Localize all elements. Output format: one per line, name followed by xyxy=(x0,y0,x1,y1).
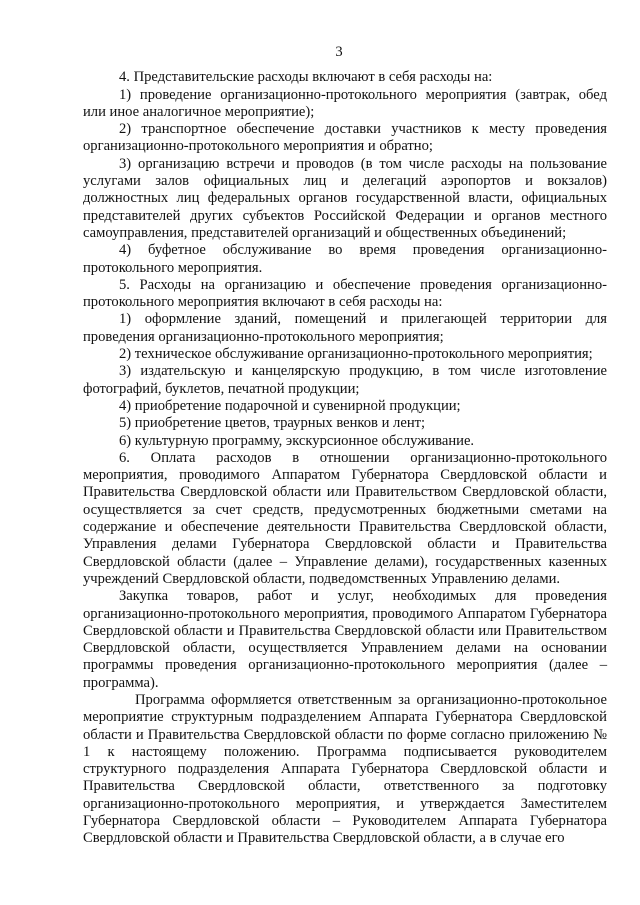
paragraph-4-item-4: 4) буфетное обслуживание во время проведения организационно-протокольного мероприятия. xyxy=(83,242,607,276)
paragraph-5-item-6: 6) культурную программу, экскурсионное обслуживание. xyxy=(119,432,475,449)
paragraph-4-item-3: 3) организацию встречи и проводов (в том числе расходы на пользование услугами залов официальных лиц и делегаций аэропортов и вокзалов) должностных лиц федеральных органов государственной власти, официальных представителей других субъектов Российской Федерации и органов местного самоуправления, представителей организаций и общественных объединений; xyxy=(83,155,607,241)
paragraph-6: 6. Оплата расходов в отношении организационно-протокольного мероприятия, проводимого Аппаратом Губернатора Свердловской области и Правительства Свердловской области или Правительством Свердловской области, осуществляется за счет средств, предусмотренных бюджетными сметами на содержание и обеспечение деятельности Правительства Свердловской области, Управления делами Губернатора Свердловской области и Правительства Свердловской области (далее – Управление делами), государственных казенных учреждений Свердловской области, подведомственных Управлению делами. xyxy=(83,449,607,587)
paragraph-5-item-4: 4) приобретение подарочной и сувенирной продукции; xyxy=(119,397,461,414)
paragraph-procurement: Закупка товаров, работ и услуг, необходимых для проведения организационно-протокольного мероприятия, проводимого Аппаратом Губернатора Свердловской области и Правительства Свердловской области или Правительством Свердловской области, осуществляется Управлением делами на основании программы проведения организационно-протокольного мероприятия (далее – программа). xyxy=(83,588,607,691)
paragraph-4-item-2: 2) транспортное обеспечение доставки участников к месту проведения организационно-протокольного мероприятия и обратно; xyxy=(83,121,607,155)
paragraph-4: 4. Представительские расходы включают в себя расходы на: xyxy=(119,69,493,86)
paragraph-5: 5. Расходы на организацию и обеспечение проведения организационно-протокольного мероприятия включают в себя расходы на: xyxy=(83,276,607,311)
paragraph-program: Программа оформляется ответственным за организационно-протокольное мероприятие структурным подразделением Аппарата Губернатора Свердловской области и Правительства Свердловской области по форме согласно приложению № 1 к настоящему положению. Программа подписывается руководителем структурного подразделения Аппарата Губернатора Свердловской области и Правительства Свердловской области, ответственного за подготовку организационно-протокольного мероприятия, и утверждается Заместителем Губернатора Свердловской области – Руководителем Аппарата Губернатора Свердловской области и Правительства Свердловской области, а в случае его xyxy=(83,691,607,847)
paragraph-5-item-2: 2) техническое обслуживание организационно-протокольного мероприятия; xyxy=(119,346,593,363)
paragraph-4-item-1: 1) проведение организационно-протокольного мероприятия (завтрак, обед или иное аналогичное мероприятие); xyxy=(83,86,607,120)
page-number: 3 xyxy=(335,44,343,60)
paragraph-5-item-3: 3) издательскую и канцелярскую продукцию, в том числе изготовление фотографий, буклетов, печатной продукции; xyxy=(83,363,607,397)
paragraph-5-item-1: 1) оформление зданий, помещений и прилегающей территории для проведения организационно-протокольного мероприятия; xyxy=(83,311,607,345)
paragraph-5-item-5: 5) приобретение цветов, траурных венков и лент; xyxy=(119,415,426,432)
